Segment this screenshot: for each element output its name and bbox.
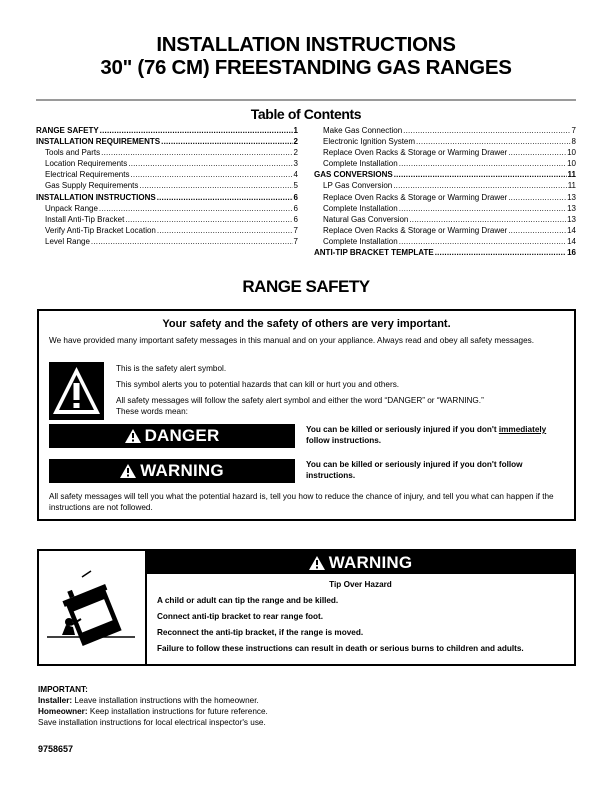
safety-box-heading: Your safety and the safety of others are very important. bbox=[162, 318, 451, 330]
tip-line-1: A child or adult can tip the range and be killed. bbox=[157, 596, 339, 605]
toc-entry-page: 2 bbox=[293, 148, 298, 158]
toc-entry-title: Replace Oven Racks & Storage or Warming Drawer bbox=[323, 225, 508, 235]
toc-entry-page: 4 bbox=[293, 170, 298, 180]
toc-leader-dots bbox=[508, 192, 566, 203]
homeowner-note bbox=[38, 706, 438, 717]
toc-leader-dots bbox=[161, 136, 292, 147]
symbol-line-2: This symbol alerts you to potential hazards that can kill or hurt you and others. bbox=[116, 380, 400, 389]
danger-text-part-2: follow instructions. bbox=[306, 436, 382, 445]
important-heading: IMPORTANT: bbox=[38, 685, 88, 694]
toc-entry-title: INSTALLATION REQUIREMENTS bbox=[36, 137, 161, 147]
alert-triangle-icon bbox=[125, 429, 141, 443]
toc-entry-page: 7 bbox=[293, 225, 298, 235]
toc-entry-title: Install Anti-Tip Bracket bbox=[45, 214, 125, 224]
toc-entry-title: Complete Installation bbox=[323, 236, 398, 246]
alert-triangle-icon bbox=[120, 464, 136, 478]
toc-entry-page: 11 bbox=[567, 181, 576, 191]
toc-entry bbox=[36, 136, 298, 147]
toc-leader-dots bbox=[130, 169, 292, 180]
warning-banner bbox=[49, 459, 295, 483]
toc-entry-title: INSTALLATION INSTRUCTIONS bbox=[36, 192, 156, 202]
toc-leader-dots bbox=[399, 158, 566, 169]
part-number: 9758657 bbox=[38, 744, 74, 754]
alert-triangle-icon bbox=[309, 556, 325, 570]
homeowner-text: Keep installation instructions for future reference. bbox=[87, 707, 268, 716]
toc-entry-page: 2 bbox=[293, 137, 298, 147]
installer-text: Leave installation instructions with the homeowner. bbox=[72, 696, 259, 705]
toc-entry bbox=[314, 236, 576, 247]
tip-over-range-icon bbox=[39, 551, 145, 664]
tip-line-3: Reconnect the anti-tip bracket, if the range is moved. bbox=[157, 628, 364, 637]
toc-entry-title: GAS CONVERSIONS bbox=[314, 170, 393, 180]
toc-entry bbox=[314, 214, 576, 225]
tip-warning-label: WARNING bbox=[328, 552, 413, 572]
toc-entry bbox=[314, 169, 576, 180]
alert-triangle-icon bbox=[49, 362, 104, 420]
toc-entry bbox=[36, 180, 298, 191]
danger-banner bbox=[49, 424, 295, 448]
toc-entry-title: LP Gas Conversion bbox=[323, 181, 393, 191]
toc-entry-title: Verify Anti-Tip Bracket Location bbox=[45, 225, 156, 235]
warning-text: You can be killed or seriously injured if you don't follow instructions. bbox=[306, 460, 523, 480]
toc-entry bbox=[36, 236, 298, 247]
save-note: Save installation instructions for local electrical inspector's use. bbox=[38, 718, 266, 727]
toc-left-column bbox=[36, 125, 298, 247]
toc-entry bbox=[36, 192, 298, 203]
toc-entry-page: 1 bbox=[293, 126, 298, 135]
installer-note bbox=[38, 695, 438, 706]
toc-entry bbox=[36, 225, 298, 236]
toc-leader-dots bbox=[125, 214, 292, 225]
toc-leader-dots bbox=[508, 225, 566, 236]
tip-line-4: Failure to follow these instructions can result in death or serious burns to children and adults. bbox=[157, 644, 524, 653]
important-notes bbox=[38, 684, 438, 728]
toc-leader-dots bbox=[399, 236, 566, 247]
tip-line-2: Connect anti-tip bracket to rear range foot. bbox=[157, 612, 324, 621]
doc-title-line-2: 30" (76 CM) FREESTANDING GAS RANGES bbox=[100, 56, 512, 79]
toc-entry bbox=[314, 125, 576, 136]
toc-leader-dots bbox=[128, 158, 292, 169]
toc-entry bbox=[314, 225, 576, 236]
toc-leader-dots bbox=[508, 147, 566, 158]
toc-title: Table of Contents bbox=[250, 106, 362, 122]
symbol-line-1: This is the safety alert symbol. bbox=[116, 364, 227, 373]
toc-entry-title: Electrical Requirements bbox=[45, 170, 130, 180]
toc-entry-title: Replace Oven Racks & Storage or Warming Drawer bbox=[323, 148, 508, 158]
tip-over-warning-box bbox=[37, 549, 576, 666]
toc-entry-title: Tools and Parts bbox=[45, 148, 101, 158]
toc-entry bbox=[314, 180, 576, 191]
toc-entry-page: 10 bbox=[567, 159, 576, 169]
symbol-line-3: All safety messages will follow the safety alert symbol and either the word “DANGER” or “WARNING.” These words mean: bbox=[116, 396, 484, 416]
toc-entry bbox=[36, 169, 298, 180]
toc-entry-title: Level Range bbox=[45, 236, 90, 246]
tip-hazard-title: Tip Over Hazard bbox=[329, 580, 392, 589]
toc-entry-page: 13 bbox=[567, 192, 576, 202]
toc-leader-dots bbox=[91, 236, 293, 247]
toc-entry-page: 11 bbox=[567, 170, 576, 180]
toc-leader-dots bbox=[99, 203, 293, 214]
toc-entry-page: 13 bbox=[567, 214, 576, 224]
toc-entry-page: 14 bbox=[567, 236, 576, 246]
toc-leader-dots bbox=[409, 214, 566, 225]
toc-entry bbox=[36, 214, 298, 225]
toc-entry-page: 8 bbox=[571, 137, 576, 147]
safety-box bbox=[37, 309, 576, 521]
toc-entry bbox=[36, 203, 298, 214]
toc-entry bbox=[36, 147, 298, 158]
toc-entry bbox=[36, 125, 298, 136]
toc-leader-dots bbox=[101, 147, 292, 158]
tip-over-illustration bbox=[39, 551, 147, 664]
danger-text-part-1: You can be killed or seriously injured if you don't bbox=[306, 425, 499, 434]
toc-entry bbox=[314, 136, 576, 147]
toc-entry bbox=[36, 158, 298, 169]
toc-entry-page: 13 bbox=[567, 203, 576, 213]
toc-entry-title: Unpack Range bbox=[45, 203, 98, 213]
toc-entry-title: Natural Gas Conversion bbox=[323, 214, 409, 224]
warning-label: WARNING bbox=[140, 461, 224, 480]
toc-entry-page: 6 bbox=[293, 214, 298, 224]
toc-entry-title: Gas Supply Requirements bbox=[45, 181, 139, 191]
toc-entry-page: 3 bbox=[293, 159, 298, 169]
toc-entry bbox=[314, 158, 576, 169]
toc-leader-dots bbox=[394, 169, 567, 180]
toc-entry-title: Replace Oven Racks & Storage or Warming Drawer bbox=[323, 192, 508, 202]
toc-right-column bbox=[314, 125, 576, 258]
toc-leader-dots bbox=[139, 180, 292, 191]
doc-title-line-1: INSTALLATION INSTRUCTIONS bbox=[156, 33, 456, 56]
safety-alert-symbol-icon bbox=[49, 362, 104, 420]
toc-entry-title: Complete Installation bbox=[323, 159, 398, 169]
section-title-range-safety: RANGE SAFETY bbox=[242, 277, 370, 296]
homeowner-label: Homeowner: bbox=[38, 707, 88, 716]
toc-entry-title: Location Requirements bbox=[45, 159, 128, 169]
toc-entry-page: 6 bbox=[293, 203, 298, 213]
toc-entry bbox=[314, 247, 576, 258]
toc-leader-dots bbox=[435, 247, 566, 258]
danger-text bbox=[306, 424, 570, 446]
danger-label: DANGER bbox=[144, 426, 220, 445]
toc-entry-page: 7 bbox=[571, 126, 576, 135]
toc-leader-dots bbox=[393, 180, 566, 191]
tip-warning-banner bbox=[147, 551, 574, 574]
toc-leader-dots bbox=[157, 192, 293, 203]
toc-entry-page: 5 bbox=[293, 181, 298, 191]
toc-entry-page: 16 bbox=[567, 248, 576, 258]
toc-entry-title: Electronic Ignition System bbox=[323, 137, 416, 147]
danger-text-emphasis: immediately bbox=[498, 425, 547, 434]
toc-entry-page: 7 bbox=[293, 236, 298, 246]
toc-leader-dots bbox=[416, 136, 571, 147]
toc-entry-page: 14 bbox=[567, 225, 576, 235]
safety-footer: All safety messages will tell you what the potential hazard is, tell you how to reduce the chance of injury, and tell you what can happen if the instructions are not followed. bbox=[49, 492, 554, 512]
toc-leader-dots bbox=[403, 125, 570, 136]
toc-leader-dots bbox=[399, 203, 566, 214]
installer-label: Installer: bbox=[38, 696, 73, 705]
toc-entry-title: Make Gas Connection bbox=[323, 126, 403, 135]
toc-entry-page: 6 bbox=[293, 192, 298, 202]
toc-entry bbox=[314, 203, 576, 214]
toc-entry-page: 10 bbox=[567, 148, 576, 158]
toc-leader-dots bbox=[100, 125, 293, 136]
toc-entry-title: RANGE SAFETY bbox=[36, 126, 99, 135]
toc-entry bbox=[314, 192, 576, 203]
toc-entry bbox=[314, 147, 576, 158]
toc-entry-title: ANTI-TIP BRACKET TEMPLATE bbox=[314, 248, 434, 258]
toc-leader-dots bbox=[157, 225, 293, 236]
safety-intro: We have provided many important safety messages in this manual and on your appliance. Always read and obey all safety messages. bbox=[49, 336, 534, 345]
toc-entry-title: Complete Installation bbox=[323, 203, 398, 213]
header-divider bbox=[36, 99, 576, 101]
